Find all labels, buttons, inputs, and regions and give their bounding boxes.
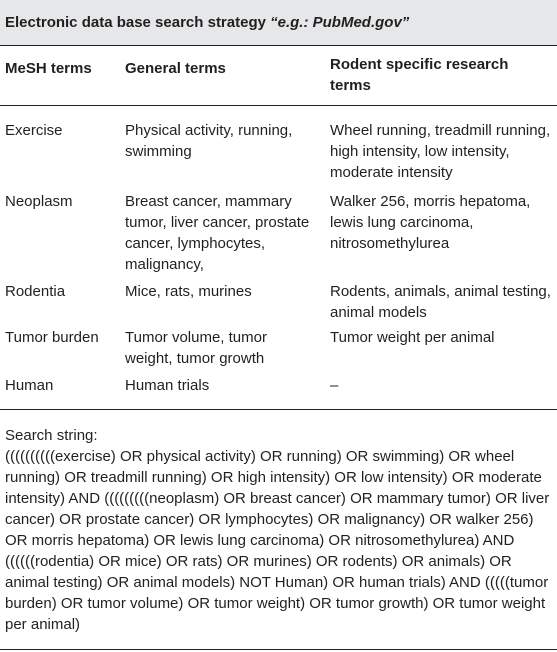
row-mesh: Rodentia: [5, 283, 66, 300]
row-rodent: –: [330, 377, 339, 394]
search-string-text: ((((((((((exercise) OR physical activity) OR running) OR swimming) OR wheel running) OR treadmill running) OR high intensity) OR low intensity) OR moderate intensity) AND (((((((((neoplasm) OR breast cancer) OR mammary tumor) OR liver cancer) OR prostate cancer) OR lymphocytes) OR malignancy) OR walker 256) OR morris hepatoma) OR lewis lung carcinoma) OR nitrosomethylurea) AND ((((((rodentia) OR mice) OR rats) OR murines) OR rodents) OR animals) OR animal testing) OR animal models) NOT Human) OR human trials) AND (((((tumor burden) OR tumor volume) OR tumor weight) OR tumor growth) OR tumor weight per animal): [5, 448, 550, 633]
row-rodent: Rodents, animals, animal testing, animal models: [330, 283, 551, 321]
row-general: Breast cancer, mammary tumor, liver cancer, prostate cancer, lymphocytes, malignancy,: [125, 193, 310, 273]
row-mesh: Human: [5, 377, 54, 394]
header-mesh-terms: MeSH terms: [5, 60, 92, 77]
row-mesh: Tumor burden: [5, 329, 99, 346]
table-title-example: “e.g.: PubMed.gov”: [270, 14, 410, 31]
row-mesh: Exercise: [5, 122, 63, 139]
row-general: Human trials: [125, 377, 210, 394]
row-mesh: Neoplasm: [5, 193, 73, 210]
header-general-terms: General terms: [125, 60, 226, 77]
row-general: Mice, rats, murines: [125, 283, 252, 300]
search-string-block: [5, 425, 553, 635]
table-bottom-rule: [0, 649, 557, 650]
row-general: Physical activity, running, swimming: [125, 122, 293, 160]
header-rodent-terms: Rodent specific research terms: [330, 56, 509, 94]
row-rodent: Tumor weight per animal: [330, 329, 495, 346]
table-header: [0, 45, 557, 106]
table-divider: [0, 409, 557, 410]
row-rodent: Walker 256, morris hepatoma, lewis lung carcinoma, nitrosomethylurea: [330, 193, 531, 252]
search-string-label: Search string:: [5, 427, 98, 444]
table-title-prefix: Electronic data base search strategy: [5, 14, 271, 31]
row-general: Tumor volume, tumor weight, tumor growth: [125, 329, 267, 367]
row-rodent: Wheel running, treadmill running, high intensity, low intensity, moderate intensity: [330, 122, 551, 181]
table-title: [0, 0, 557, 45]
